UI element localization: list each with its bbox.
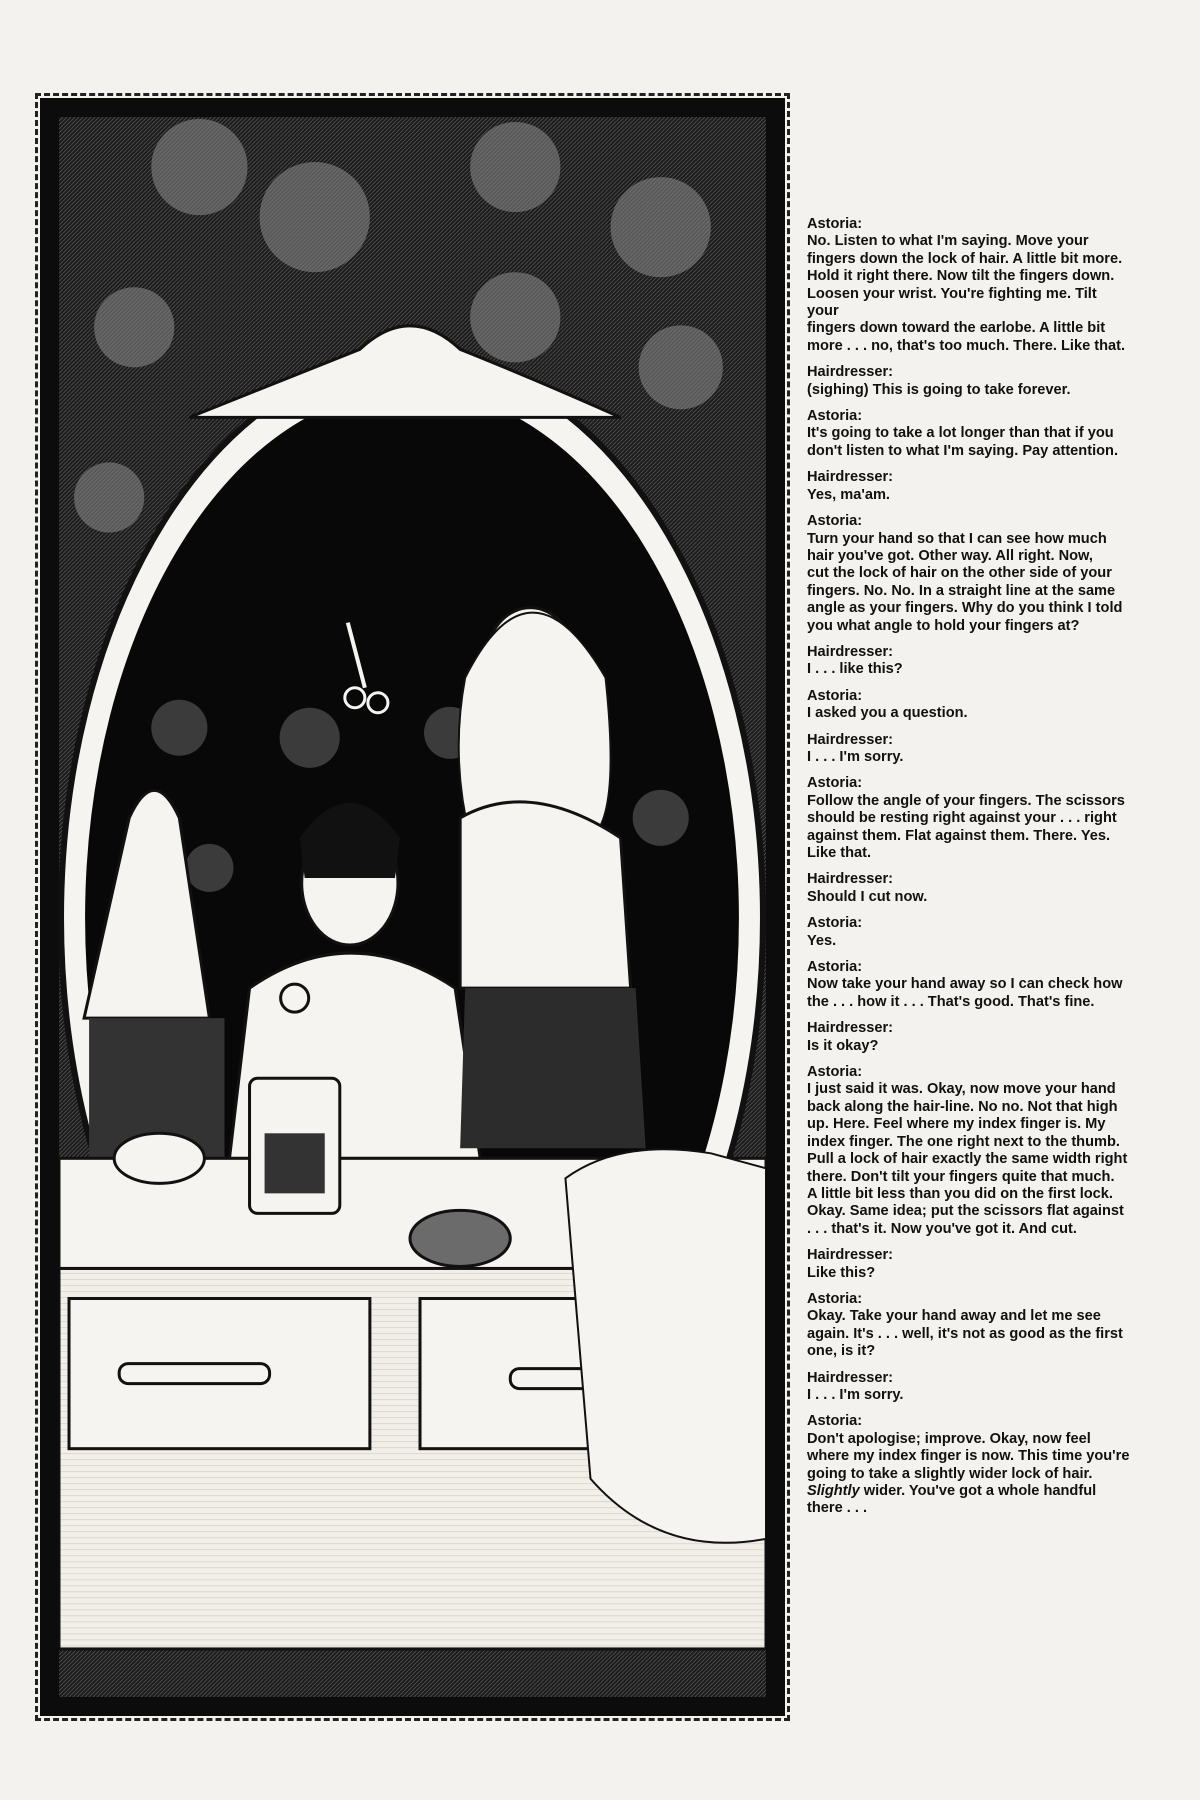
dialogue-line: I asked you a question.	[807, 705, 968, 722]
dialogue-line: Okay. Take your hand away and let me see	[807, 1308, 1101, 1325]
dialogue-entry	[807, 1247, 1132, 1282]
speaker-label: Hairdresser:	[807, 731, 893, 748]
dialogue-line: fingers down toward the earlobe. A little bit	[807, 320, 1106, 337]
speaker-label: Hairdresser:	[807, 871, 893, 888]
dialogue-entry	[807, 513, 1132, 635]
dialogue-line: index finger. The one right next to the thumb.	[807, 1133, 1120, 1150]
dialogue-line: Don't apologise; improve. Okay, now feel	[807, 1430, 1091, 1447]
dialogue-line: there . . .	[807, 1500, 868, 1517]
dialogue-line: (sighing) This is going to take forever.	[807, 381, 1071, 398]
speaker-label: Hairdresser:	[807, 1020, 893, 1037]
speaker-label: Astoria:	[807, 408, 863, 425]
dialogue-entry	[807, 915, 1132, 950]
dialogue-line: angle as your fingers. Why do you think I told	[807, 600, 1123, 617]
dialogue-line: No. Listen to what I'm saying. Move your	[807, 233, 1089, 250]
speaker-label: Hairdresser:	[807, 469, 893, 486]
dialogue-line: . . . that's it. Now you've got it. And cut.	[807, 1220, 1077, 1237]
dialogue-entry	[807, 732, 1132, 767]
dialogue-line: Like this?	[807, 1264, 876, 1281]
dialogue-line: you what angle to hold your fingers at?	[807, 617, 1080, 634]
dialogue-line: going to take a slightly wider lock of hair.	[807, 1465, 1093, 1482]
illustration	[59, 117, 766, 1697]
dialogue-line: should be resting right against your . . . right	[807, 810, 1117, 827]
dialogue-line: again. It's . . . well, it's not as good as the first	[807, 1325, 1123, 1342]
dialogue-line: Yes.	[807, 932, 837, 949]
speaker-label: Hairdresser:	[807, 1369, 893, 1386]
dialogue-line: where my index finger is now. This time you're	[807, 1448, 1130, 1465]
dialogue-line: I . . . I'm sorry.	[807, 748, 904, 765]
dialogue-line: one, is it?	[807, 1343, 876, 1360]
dialogue-line	[807, 1483, 1132, 1500]
speaker-label: Astoria:	[807, 1290, 863, 1307]
dialogue-line: fingers. No. No. In a straight line at the same	[807, 582, 1116, 599]
dialogue-line: there. Don't tilt your fingers quite that much.	[807, 1168, 1115, 1185]
dialogue-entry	[807, 688, 1132, 723]
dialogue-line: Is it okay?	[807, 1037, 879, 1054]
dialogue-entry	[807, 871, 1132, 906]
speaker-label: Astoria:	[807, 1064, 863, 1081]
dialogue-line: I . . . like this?	[807, 661, 903, 678]
dialogue-line: fingers down the lock of hair. A little bit more.	[807, 250, 1123, 267]
dialogue-line: the . . . how it . . . That's good. That's fine.	[807, 993, 1095, 1010]
dialogue-entry	[807, 1370, 1132, 1405]
dialogue-entry	[807, 1291, 1132, 1361]
dialogue-line: Turn your hand so that I can see how much	[807, 530, 1107, 547]
dialogue-line: against them. Flat against them. There. Yes.	[807, 827, 1111, 844]
mirror-scene	[59, 117, 766, 1697]
dialogue-entry	[807, 216, 1132, 355]
illustration-frame	[40, 98, 785, 1716]
dialogue-line: A little bit less than you did on the first lock.	[807, 1185, 1113, 1202]
dialogue-line: Yes, ma'am.	[807, 486, 890, 503]
dialogue-fragment: wider. You've got a whole handful	[859, 1483, 1097, 1499]
dialogue-entry	[807, 644, 1132, 679]
dialogue-entry	[807, 469, 1132, 504]
dialogue-line: Like that.	[807, 845, 872, 861]
dialogue-entry	[807, 959, 1132, 1011]
speaker-label: Astoria:	[807, 513, 863, 530]
bristle-brush	[410, 1210, 510, 1266]
dialogue-line: I just said it was. Okay, now move your hand	[807, 1081, 1116, 1098]
dialogue-entry	[807, 1064, 1132, 1238]
dialogue-line: Okay. Same idea; put the scissors flat against	[807, 1203, 1124, 1220]
dialogue-line: Now take your hand away so I can check how	[807, 976, 1123, 993]
speaker-label: Astoria:	[807, 1413, 863, 1430]
left-drawer-handle	[119, 1364, 269, 1384]
dialogue-entry	[807, 1020, 1132, 1055]
dialogue-line: don't listen to what I'm saying. Pay attention.	[807, 442, 1119, 459]
dialogue-entry	[807, 408, 1132, 460]
dialogue-line: Hold it right there. Now tilt the fingers down.	[807, 268, 1115, 285]
dialogue-entry	[807, 775, 1132, 862]
fur-shawl	[565, 1149, 766, 1543]
dialogue-line: Should I cut now.	[807, 888, 928, 905]
dialogue-line: Loosen your wrist. You're fighting me. Tilt your	[807, 285, 1097, 320]
dialogue-line: cut the lock of hair on the other side of your	[807, 565, 1112, 582]
speaker-label: Astoria:	[807, 775, 863, 792]
speaker-label: Astoria:	[807, 959, 863, 976]
dialogue-entry	[807, 364, 1132, 399]
speaker-label: Hairdresser:	[807, 643, 893, 660]
dialogue-column	[807, 216, 1132, 1527]
speaker-label: Astoria:	[807, 216, 863, 232]
speaker-label: Hairdresser:	[807, 364, 893, 381]
emphasized-word: Slightly	[807, 1483, 860, 1499]
dialogue-line: back along the hair-line. No no. Not that high	[807, 1098, 1118, 1115]
dialogue-line: up. Here. Feel where my index finger is. My	[807, 1116, 1106, 1133]
dialogue-entry	[807, 1413, 1132, 1517]
dialogue-line: Pull a lock of hair exactly the same width right	[807, 1151, 1128, 1168]
dialogue-line: more . . . no, that's too much. There. Like that.	[807, 337, 1126, 354]
speaker-label: Astoria:	[807, 915, 863, 932]
speaker-label: Hairdresser:	[807, 1247, 893, 1264]
dialogue-line: hair you've got. Other way. All right. Now,	[807, 547, 1093, 564]
speaker-label: Astoria:	[807, 687, 863, 704]
dialogue-line: It's going to take a lot longer than that if you	[807, 425, 1114, 442]
dialogue-line: Follow the angle of your fingers. The scissors	[807, 792, 1125, 809]
powder-jar	[114, 1133, 204, 1183]
dialogue-line: I . . . I'm sorry.	[807, 1386, 904, 1403]
